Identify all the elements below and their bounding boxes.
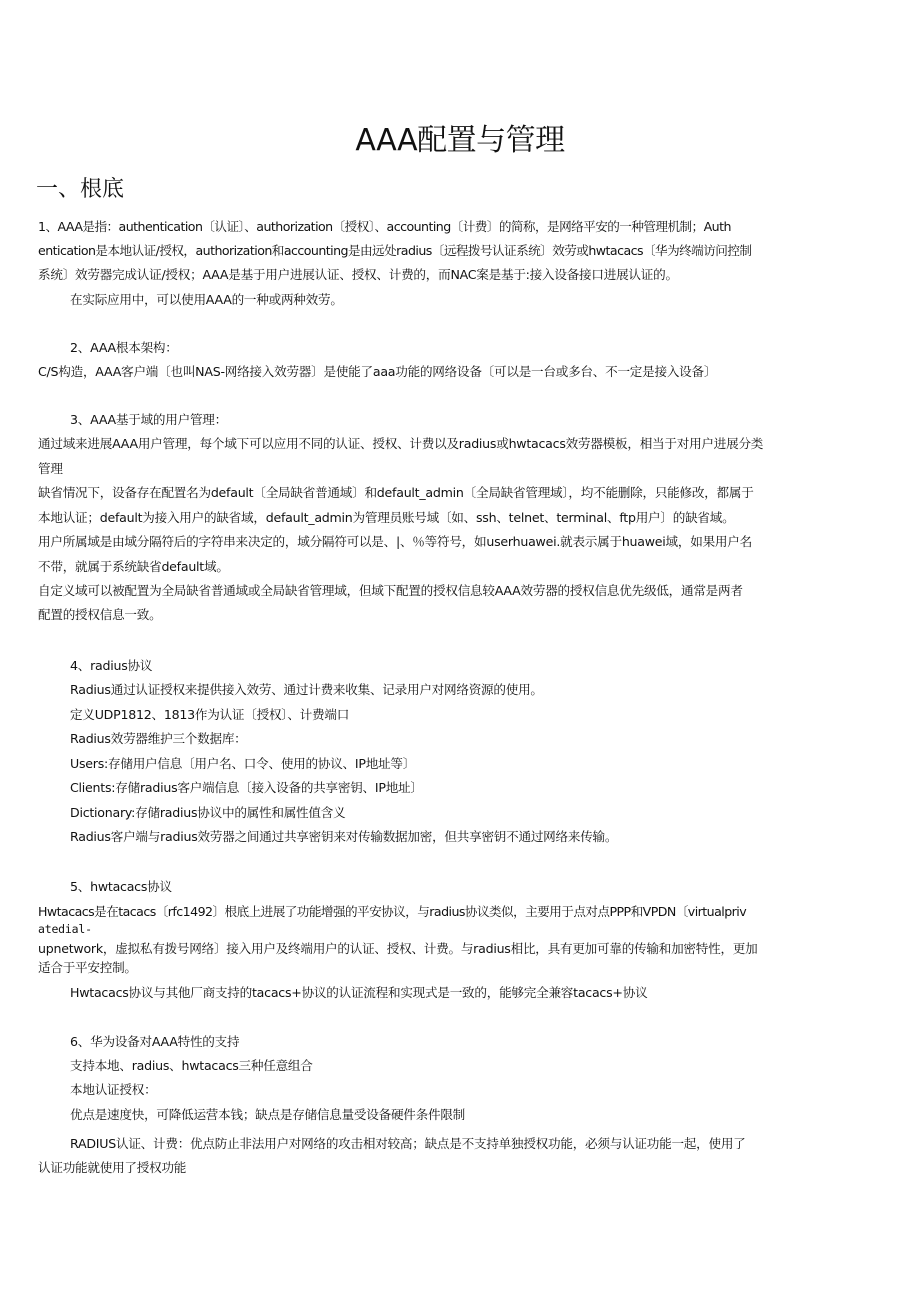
paragraph-line: entication是本地认证/授权，authorization和accounting是由远处radius〔远程拨号认证系统〕效劳或hwtacacs〔华为终端访问控制 — [38, 243, 752, 258]
paragraph-line: RADIUS认证、计费：优点防止非法用户对网络的攻击相对较高；缺点是不支持单独授权功能，必须与认证功能一起，使用了 — [70, 1136, 746, 1151]
paragraph-line: 优点是速度快，可降低运营本钱；缺点是存储信息量受设备硬件条件限制 — [70, 1107, 465, 1122]
paragraph-line: 支持本地、radius、hwtacacs三种任意组合 — [70, 1058, 313, 1073]
paragraph-line: 适合于平安控制。 — [38, 960, 137, 975]
subsection-heading: 6、华为设备对AAA特性的支持 — [70, 1034, 240, 1049]
paragraph-line: Radius通过认证授权来提供接入效劳、通过计费来收集、记录用户对网络资源的使用。 — [70, 682, 543, 697]
paragraph-line: Clients:存储radius客户端信息〔接入设备的共享密钥、IP地址〕 — [70, 780, 423, 795]
paragraph-line: 认证功能就使用了授权功能 — [38, 1160, 187, 1175]
paragraph-line: 通过域来进展AAA用户管理，每个域下可以应用不同的认证、授权、计费以及radius或hwtacacs效劳器模板，相当于对用户进展分类 — [38, 436, 764, 451]
paragraph-line: Users:存储用户信息〔用户名、口令、使用的协议、IP地址等〕 — [70, 756, 416, 771]
paragraph-line: 定义UDP1812、1813作为认证〔授权〕、计费端口 — [70, 707, 350, 722]
paragraph-line: Dictionary:存储radius协议中的属性和属性值含义 — [70, 805, 346, 820]
paragraph-line: 本地认证授权： — [70, 1082, 157, 1097]
paragraph-line: 系统〕效劳器完成认证/授权；AAA是基于用户进展认证、授权、计费的，而NAC案是基于:接入设备接口进展认证的。 — [38, 267, 678, 282]
paragraph-line: 在实际应用中，可以使用AAA的一种或两种效劳。 — [70, 292, 343, 307]
paragraph-line: Hwtacacs是在tacacs〔rfc1492〕根底上进展了功能增强的平安协议，与radius协议类似，主要用于点对点PPP和VPDN〔virtualpriv — [38, 904, 747, 919]
paragraph-line: 用户所属域是由域分隔符后的字符串来决定的，域分隔符可以是、|、％等符号，如userhuawei.就表示属于huawei域，如果用户名 — [38, 534, 752, 549]
subsection-heading: 3、AAA基于域的用户管理： — [70, 412, 227, 427]
subsection-heading: 5、hwtacacs协议 — [70, 879, 172, 894]
paragraph-line: upnetwork，虚拟私有拨号网络〕接入用户及终端用户的认证、授权、计费。与radius相比，具有更加可靠的传输和加密特性，更加 — [38, 941, 758, 956]
paragraph-line: 配置的授权信息一致。 — [38, 607, 162, 622]
paragraph-line: 缺省情况下，设备存在配置名为default〔全局缺省普通域〕和default_admin〔全局缺省管理域〕，均不能删除，只能修改，都属于 — [38, 485, 754, 500]
subsection-heading: 2、AAA根本架构： — [70, 340, 178, 355]
paragraph-line: 管理 — [38, 461, 63, 476]
paragraph-line: atedial- — [38, 922, 92, 936]
paragraph-line: 不带，就属于系统缺省default域。 — [38, 559, 229, 574]
page-title: AAA配置与管理 — [355, 123, 565, 158]
paragraph-line: C/S构造，AAA客户端〔也叫NAS-网络接入效劳器〕是使能了aaa功能的网络设备〔可以是一台或多台、不一定是接入设备〕 — [38, 364, 717, 379]
paragraph-line: Radius客户端与radius效劳器之间通过共享密钥来对传输数据加密，但共享密钥不通过网络来传输。 — [70, 829, 618, 844]
paragraph-line: 1、AAA是指：authentication〔认证〕、authorization〔授权〕、accounting〔计费〕的简称，是网络平安的一种管理机制；Auth — [38, 219, 731, 234]
paragraph-line: Hwtacacs协议与其他厂商支持的tacacs+协议的认证流程和实现式是一致的，能够完全兼容tacacs+协议 — [70, 985, 648, 1000]
paragraph-line: Radius效劳器维护三个数据库： — [70, 731, 247, 746]
paragraph-line: 本地认证；default为接入用户的缺省域，default_admin为管理员账号域〔如、ssh、telnet、terminal、ftp用户〕的缺省域。 — [38, 510, 735, 525]
paragraph-line: 自定义域可以被配置为全局缺省普通域或全局缺省管理域，但域下配置的授权信息较AAA效劳器的授权信息优先级低，通常是两者 — [38, 583, 743, 598]
subsection-heading: 4、radius协议 — [70, 658, 153, 673]
section-heading: 一、根底 — [36, 177, 125, 202]
